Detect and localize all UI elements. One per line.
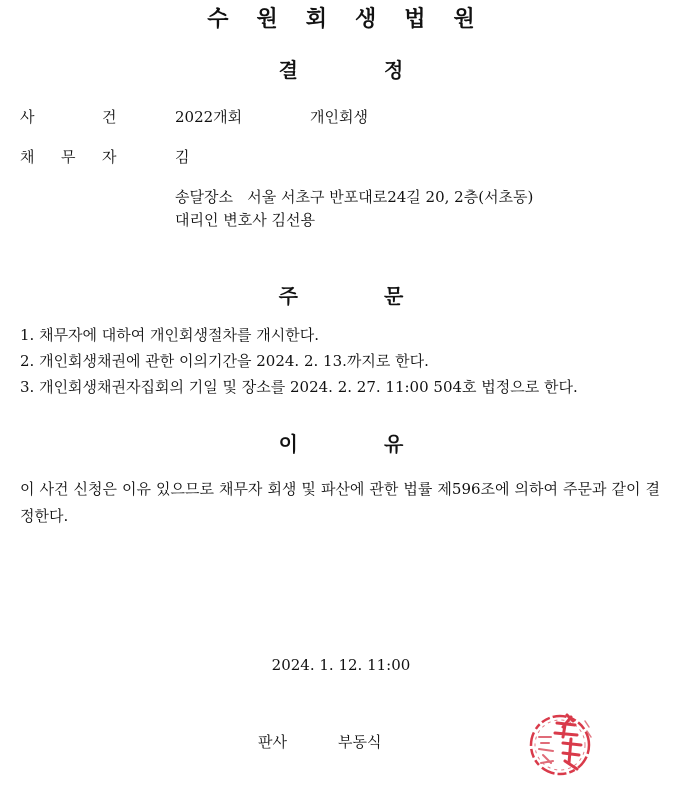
order-item: 1. 채무자에 대하여 개인회생절차를 개시한다. bbox=[20, 326, 319, 344]
order-heading bbox=[0, 280, 682, 309]
order-heading-char-1: 주 bbox=[278, 284, 298, 308]
order-item: 3. 개인회생채권자집회의 기일 및 장소를 2024. 2. 27. 11:00 504호 법정으로 한다. bbox=[20, 378, 578, 396]
judge-title: 판사 bbox=[258, 733, 287, 751]
order-list bbox=[20, 326, 578, 404]
case-type: 개인회생 bbox=[310, 108, 368, 126]
document-title-char-1: 결 bbox=[278, 58, 298, 82]
document-title-char-2: 정 bbox=[384, 58, 404, 82]
debtor-name: 김 bbox=[175, 148, 190, 166]
reason-heading-char-2: 유 bbox=[384, 432, 404, 456]
debtor-service-address: 송달장소 서울 서초구 반포대로24길 20, 2층(서초동) bbox=[175, 188, 534, 206]
case-label-char-1: 사 bbox=[20, 108, 35, 126]
reason-text: 이 사건 신청은 이유 있으므로 채무자 회생 및 파산에 관한 법률 제596조에 의하여 주문과 같이 결정한다. bbox=[20, 480, 660, 525]
reason-heading bbox=[0, 428, 682, 457]
order-heading-char-2: 문 bbox=[384, 284, 404, 308]
case-number: 2022개회 bbox=[175, 108, 243, 126]
official-seal-icon bbox=[527, 707, 599, 779]
court-name: 수원회생법원 bbox=[207, 7, 503, 32]
order-item: 2. 개인회생채권에 관한 이의기간을 2024. 2. 13.까지로 한다. bbox=[20, 352, 429, 370]
debtor-agent: 대리인 변호사 김선용 bbox=[175, 211, 315, 229]
reason-heading-char-1: 이 bbox=[278, 432, 298, 456]
debtor-label-char-2: 무 bbox=[61, 148, 76, 166]
debtor-label-char-3: 자 bbox=[102, 148, 117, 166]
decision-date: 2024. 1. 12. 11:00 bbox=[271, 656, 411, 674]
judge-name: 부동식 bbox=[338, 733, 382, 751]
document-title bbox=[0, 54, 682, 83]
debtor-label-char-1: 채 bbox=[20, 148, 35, 166]
case-label-char-2: 건 bbox=[102, 108, 117, 126]
